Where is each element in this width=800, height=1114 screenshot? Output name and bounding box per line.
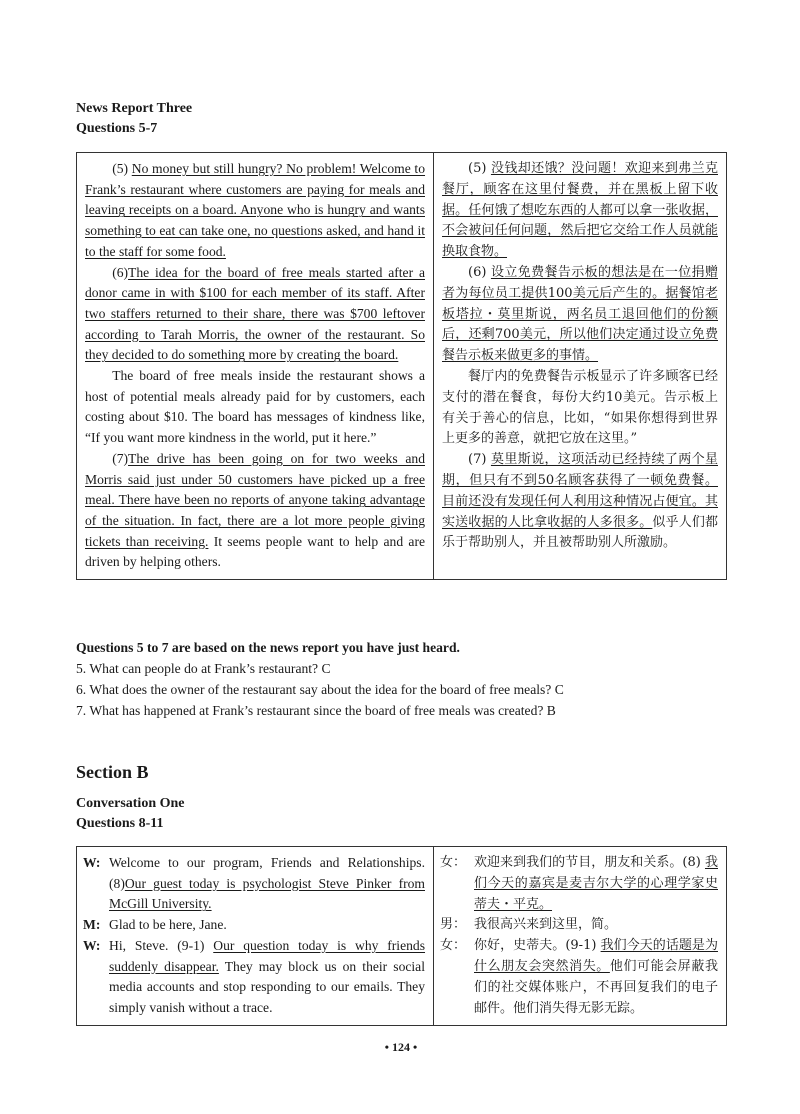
report-zh-paragraph-5: (5) 没钱却还饿？没问题！欢迎来到弗兰克餐厅，顾客在这里付餐费，并在黑板上留下收据。任何饿了想吃东西的人都可以拿一张收据，不会被问任何问题，然后把它交给工作人员就能换取食物。 [442, 161, 718, 260]
underlined-text: The drive has been going on for two weeks and Morris said just under 50 customers have picked up a free meal. There have been no reports of anyone taking advantage of the situation. In fact, there are a lot more people giving tickets than receiving. [85, 450, 425, 549]
speaker-label: 男： [440, 917, 467, 933]
speaker-label: 女： [440, 855, 467, 870]
conversation-heading: Conversation One [76, 796, 185, 811]
report-en-paragraph-6: (6)The idea for the board of free meals started after a donor came in with $100 for each member of its staff. After two staffers returned to their share, there was $700 leftover according to Tarah Morris, the owner of the restaurant. So they decided to do something more by creating the board. [85, 264, 425, 363]
conversation-english-column [77, 847, 434, 1026]
underlined-text: 没钱却还饿？没问题！欢迎来到弗兰克餐厅，顾客在这里付餐费，并在黑板上留下收据。任何饿了想吃东西的人都可以拿一张收据，不会被问任何问题，然后把它交给工作人员就能换取食物。 [442, 161, 718, 260]
report-bilingual-table [76, 152, 727, 580]
report-heading: News Report Three [76, 101, 193, 116]
dialogue-line: 男： 我很高兴来到这里，简。 [440, 915, 718, 936]
dialogue-line: W: Welcome to our program, Friends and Relationships. (8)Our guest today is psychologist Steve Pinker from McGill University. [83, 853, 425, 915]
dialogue-line: 女： 你好，史蒂夫。(9-1) 我们今天的话题是为什么朋友会突然消失。他们可能会屏蔽我们的社交媒体账户，不再回复我们的电子邮件。他们消失得无影无踪。 [440, 936, 718, 1019]
page [76, 0, 726, 1114]
underlined-text: 设立免费餐告示板的想法是在一位捐赠者为每位员工提供100美元后产生的。据餐馆老板塔拉・莫里斯说，两名员工退回他们的份额后，还剩700美元，所以他们决定通过设立免费餐告示板来做更多的事情。 [442, 264, 718, 364]
underlined-text: No money but still hungry? No problem! Welcome to Frank’s restaurant where customers are paying for meals and leaving receipts on a board. Anyone who is hungry and wants something to eat can take one, no questions asked, and hand it to the staff for some food. [85, 161, 426, 259]
conversation-bilingual-table [76, 846, 727, 1026]
underlined-text: The idea for the board of free meals started after a donor came in with $100 for each member of its staff. After two staffers returned to their share, there was $700 leftover according to Tarah Morris, the owner of the restaurant. So they decided to do something more by creating the board. [85, 264, 425, 363]
dialogue-line: 女： 欢迎来到我们的节目，朋友和关系。(8) 我们今天的嘉宾是麦吉尔大学的心理学家史蒂夫・平克。 [440, 853, 718, 915]
speaker-label: W: [83, 855, 101, 870]
conversation-questions-range: Questions 8-11 [76, 816, 164, 831]
dialogue-line: W: Hi, Steve. (9-1) Our question today is why friends suddenly disappear. They may block us on their social media accounts and stop responding to our emails. They simply vanish without a trace. [83, 936, 425, 1019]
underlined-text: Our question today is why friends suddenly disappear. [109, 937, 426, 974]
underlined-text: 我们今天的话题是为什么朋友会突然消失。 [474, 938, 718, 974]
speaker-label: 女： [440, 938, 467, 954]
report-chinese-column [434, 153, 727, 580]
underlined-text: 我们今天的嘉宾是麦吉尔大学的心理学家史蒂夫・平克。 [474, 855, 718, 912]
dialogue-line: M: Glad to be here, Jane. [83, 915, 425, 936]
report-en-paragraph-7: (7)The drive has been going on for two weeks and Morris said just under 50 customers have picked up a free meal. There have been no reports of anyone taking advantage of the situation. In fact, there are a lot more people giving tickets than receiving. It seems people want to help and are driven by helping others. [85, 450, 426, 570]
question-item: 6. What does the owner of the restaurant say about the idea for the board of free meals? C [76, 682, 564, 697]
report-en-paragraph: The board of free meals inside the restaurant shows a host of potential meals already paid for by customers, each costing about $10. The board has messages of kindness like, “If you want more kindness in the world, put it here.” [85, 368, 425, 446]
underlined-text: Our guest today is psychologist Steve Pinker from McGill University. [109, 875, 425, 912]
report-zh-paragraph: 餐厅内的免费餐告示板显示了许多顾客已经支付的潜在餐食，每份大约10美元。告示板上有关于善心的信息，比如，“如果你想得到世界上更多的善意，就把它放在这里。” [442, 368, 718, 447]
report-zh-paragraph-6: (6) 设立免费餐告示板的想法是在一位捐赠者为每位员工提供100美元后产生的。据餐馆老板塔拉・莫里斯说，两名员工退回他们的份额后，还剩700美元，所以他们决定通过设立免费餐告示板来做更多的事情。 [442, 264, 718, 364]
questions-intro: Questions 5 to 7 are based on the news report you have just heard. [76, 640, 460, 655]
section-title: Section B [76, 762, 149, 782]
report-zh-paragraph-7: (7) 莫里斯说，这项活动已经持续了两个星期，但只有不到50名顾客获得了一顿免费餐。目前还没有发现任何人利用这种情况占便宜。其实送收据的人比拿收据的人多很多。似乎人们都乐于帮助别人，并且被帮助别人所激励。 [442, 452, 718, 551]
questions-block [76, 637, 726, 721]
speaker-label: M: [83, 917, 101, 933]
page-number: • 124 • [384, 1040, 418, 1054]
underlined-text: 莫里斯说，这项活动已经持续了两个星期，但只有不到50名顾客获得了一顿免费餐。目前还没有发现任何人利用这种情况占便宜。其实送收据的人比拿收据的人多很多。 [442, 452, 718, 530]
question-item: 5. What can people do at Frank’s restaurant? C [76, 661, 331, 676]
report-en-paragraph-5: (5) No money but still hungry? No problem! Welcome to Frank’s restaurant where customers are paying for meals and leaving receipts on a board. Anyone who is hungry and wants something to eat can take one, no questions asked, and hand it to the staff for some food. [85, 161, 426, 259]
report-questions-range: Questions 5-7 [76, 121, 158, 136]
speaker-label: W: [83, 937, 101, 953]
conversation-chinese-column [434, 847, 727, 1026]
report-english-column [77, 153, 434, 580]
question-item: 7. What has happened at Frank’s restaurant since the board of free meals was created? B [76, 703, 556, 718]
